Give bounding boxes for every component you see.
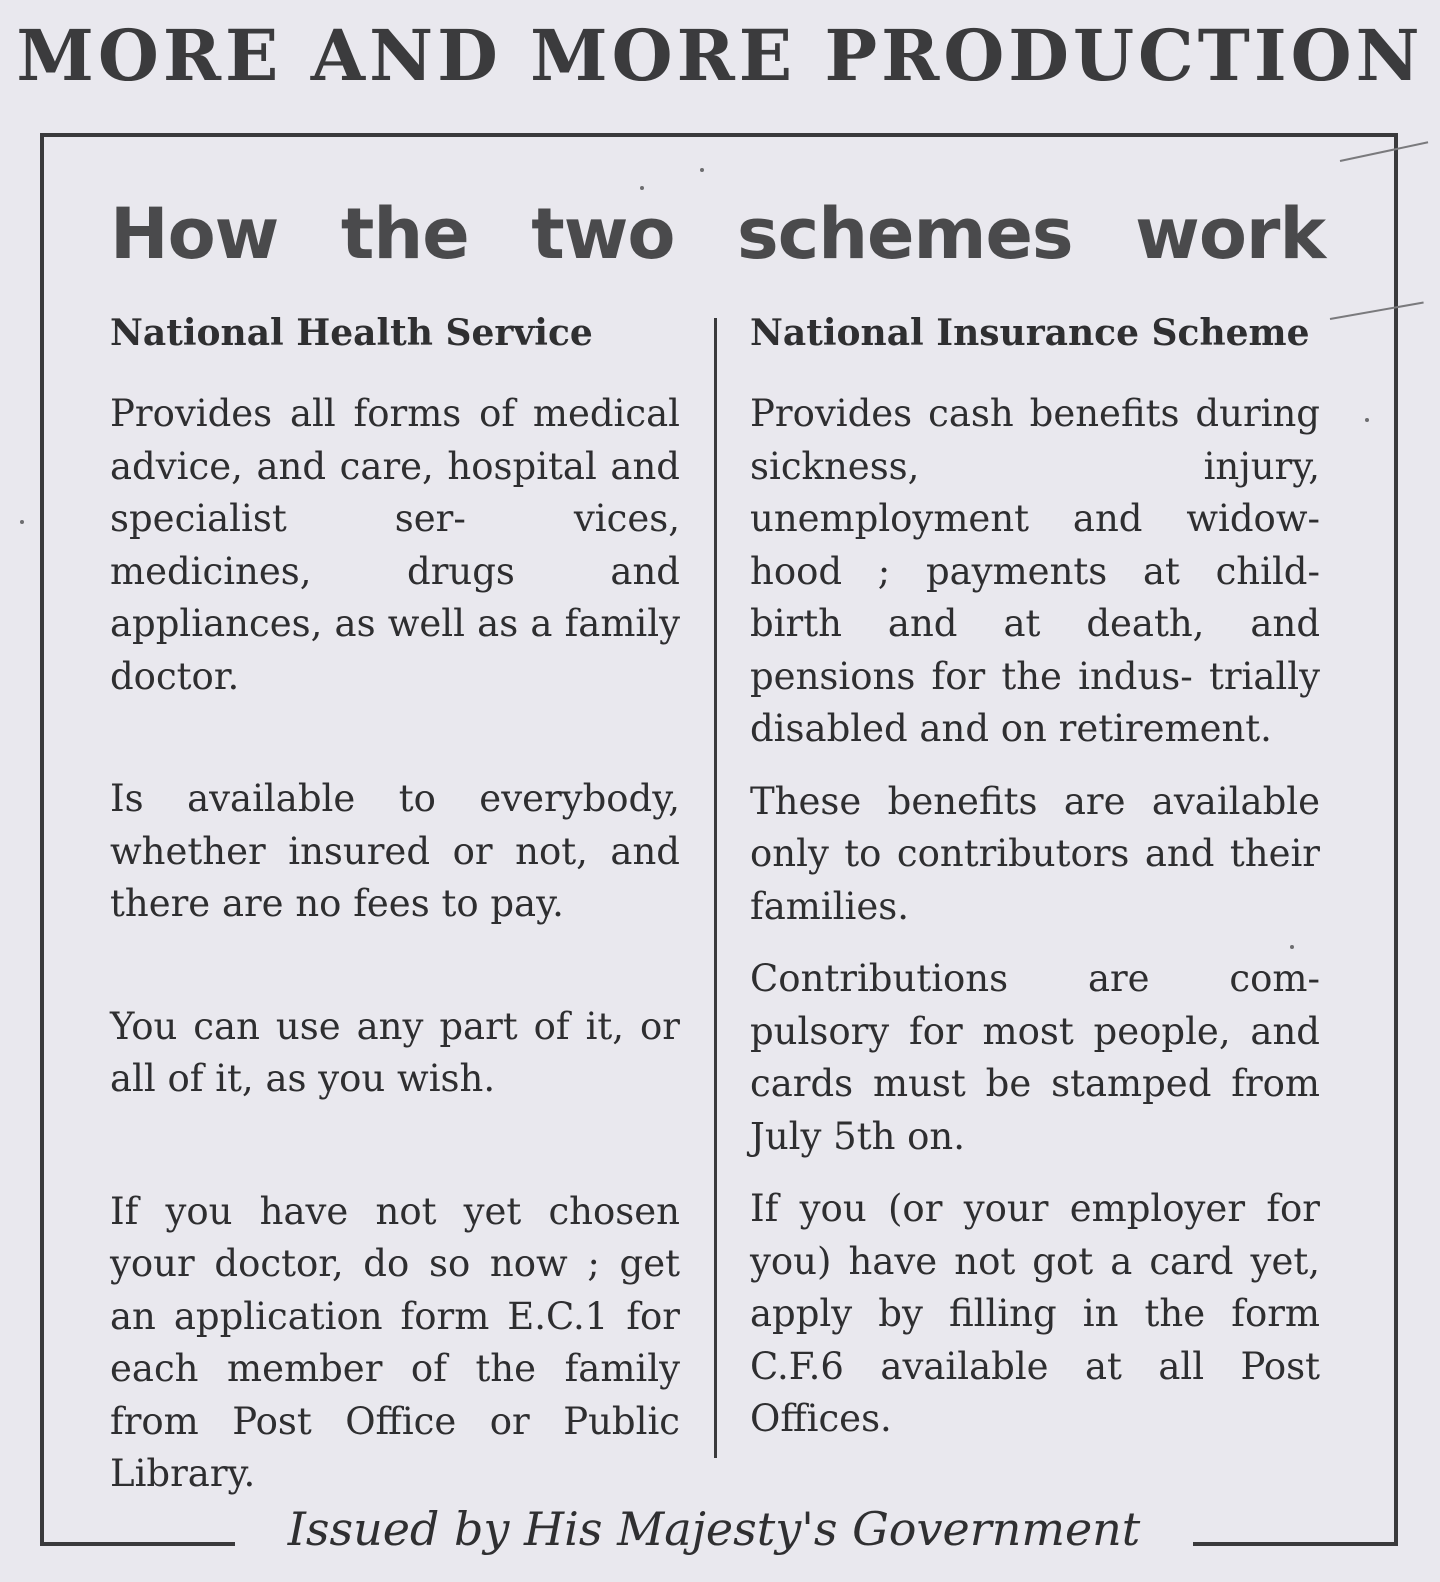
column-divider xyxy=(714,318,717,1458)
left-paragraph: You can use any part of it, or all of it, as you wish. xyxy=(110,1004,680,1100)
right-paragraph: These benefits are available only to contributors and their families. xyxy=(750,779,1320,928)
print-speck xyxy=(640,186,644,190)
issuer-footer: Issued by His Majesty's Government xyxy=(287,1502,1141,1556)
right-paragraph: If you (or your employer for you) have not got a card yet, apply by filling in the form C.F.6 available at all Post Offices. xyxy=(750,1187,1320,1440)
frame-bottom-rule-right xyxy=(1193,1542,1398,1546)
frame-bottom-rule-left xyxy=(40,1542,235,1546)
print-speck xyxy=(700,168,704,172)
notice-subhead: How the two schemes work xyxy=(110,193,1325,275)
right-paragraph: Contributions are com- pulsory for most people, and cards must be stamped from July 5th on. xyxy=(750,957,1320,1158)
left-paragraph: Provides all forms of medical advice, and care, hospital and specialist ser- vices, medicines, drugs and appliances, as well as a family doctor. xyxy=(110,392,680,698)
print-speck xyxy=(20,520,24,524)
left-column xyxy=(110,308,680,1501)
print-speck xyxy=(1365,418,1369,422)
print-speck xyxy=(1290,945,1294,949)
right-paragraph: Provides cash benefits during sickness, injury, unemployment and widow- hood ; payments at child- birth and at death, and pensions for the indus- trially disabled and on retirement. xyxy=(750,392,1320,750)
left-paragraph: If you have not yet chosen your doctor, do so now ; get an application form E.C.1 for each member of the family from Post Office or Public Library. xyxy=(110,1189,680,1495)
left-column-title: National Health Service xyxy=(110,312,593,354)
right-column xyxy=(750,308,1320,1446)
right-column-title: National Insurance Scheme xyxy=(750,312,1310,354)
page-headline: MORE AND MORE PRODUCTION xyxy=(16,14,1424,97)
left-paragraph: Is available to everybody, whether insured or not, and there are no fees to pay. xyxy=(110,777,680,925)
